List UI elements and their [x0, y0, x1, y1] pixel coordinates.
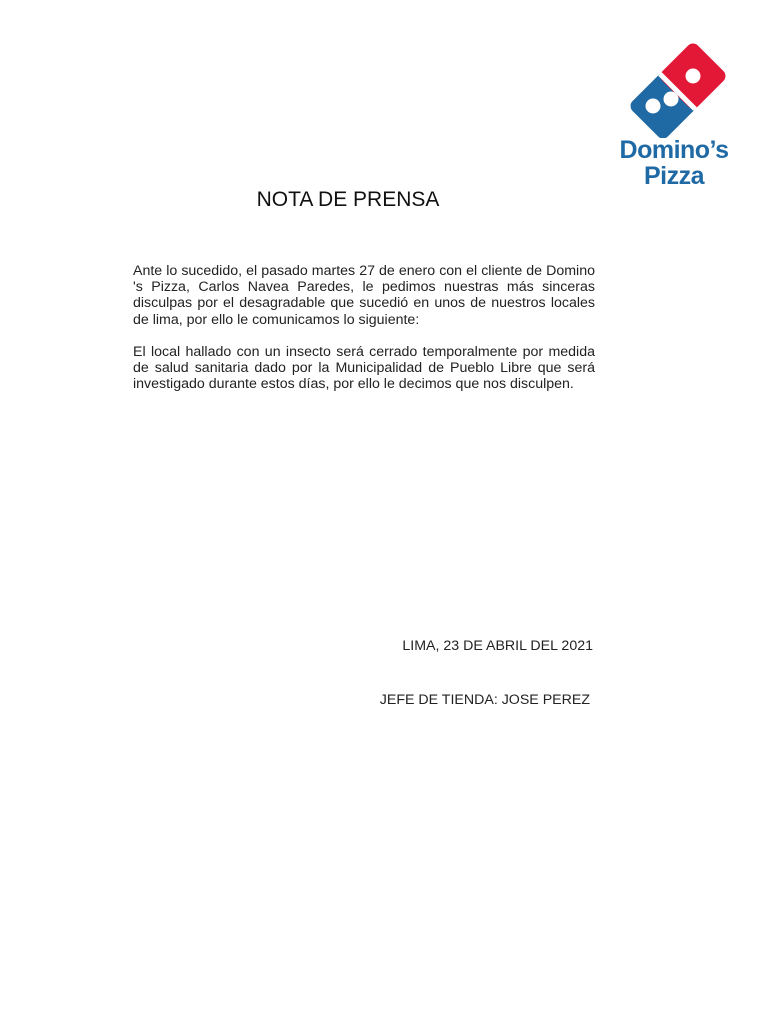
logo-wordmark-dominos: Domino’s — [619, 136, 729, 164]
document-signature: JEFE DE TIENDA: JOSE PEREZ — [379, 692, 590, 708]
logo-wordmark-pizza: Pizza — [643, 162, 705, 190]
dominos-domino-tile-icon — [598, 38, 750, 138]
body-paragraph-1: Ante lo sucedido, el pasado martes 27 de enero con el cliente de Domino 's Pizza, Carlos Navea Paredes, le pedimos nuestras más sinceras disculpas por el desagradable que sucedió en unos de nuestros locales de lima, por ello le comunicamos lo siguiente: — [133, 263, 595, 328]
dominos-logo — [598, 38, 750, 194]
body-paragraph-2: El local hallado con un insecto será cerrado temporalmente por medida de salud sanitaria dado por la Municipalidad de Pueblo Libre que será investigado durante estos días, por ello le decimos que nos disculpen. — [133, 343, 595, 393]
document-body — [133, 263, 595, 408]
document-date: LIMA, 23 DE ABRIL DEL 2021 — [402, 638, 593, 654]
document-title: NOTA DE PRENSA — [256, 188, 440, 211]
